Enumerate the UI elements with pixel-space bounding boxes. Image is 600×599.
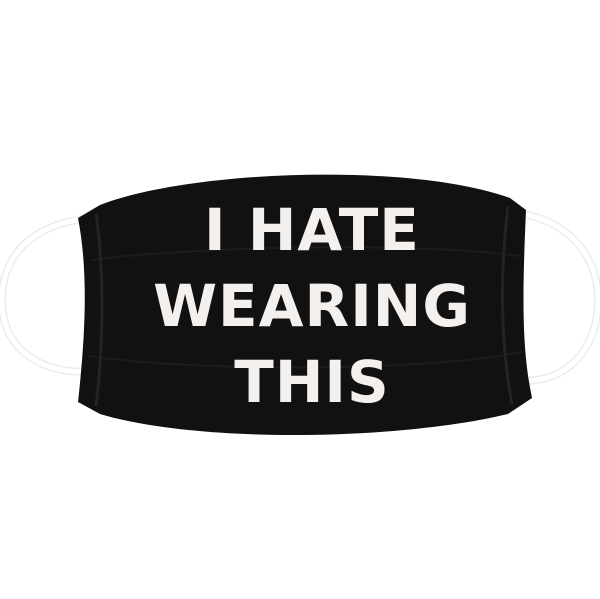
- print-line-3: THIS: [234, 348, 390, 416]
- print-line-1: I HATE: [204, 196, 420, 264]
- mask-print-text: [112, 192, 512, 420]
- print-line-2: WEARING: [153, 272, 471, 340]
